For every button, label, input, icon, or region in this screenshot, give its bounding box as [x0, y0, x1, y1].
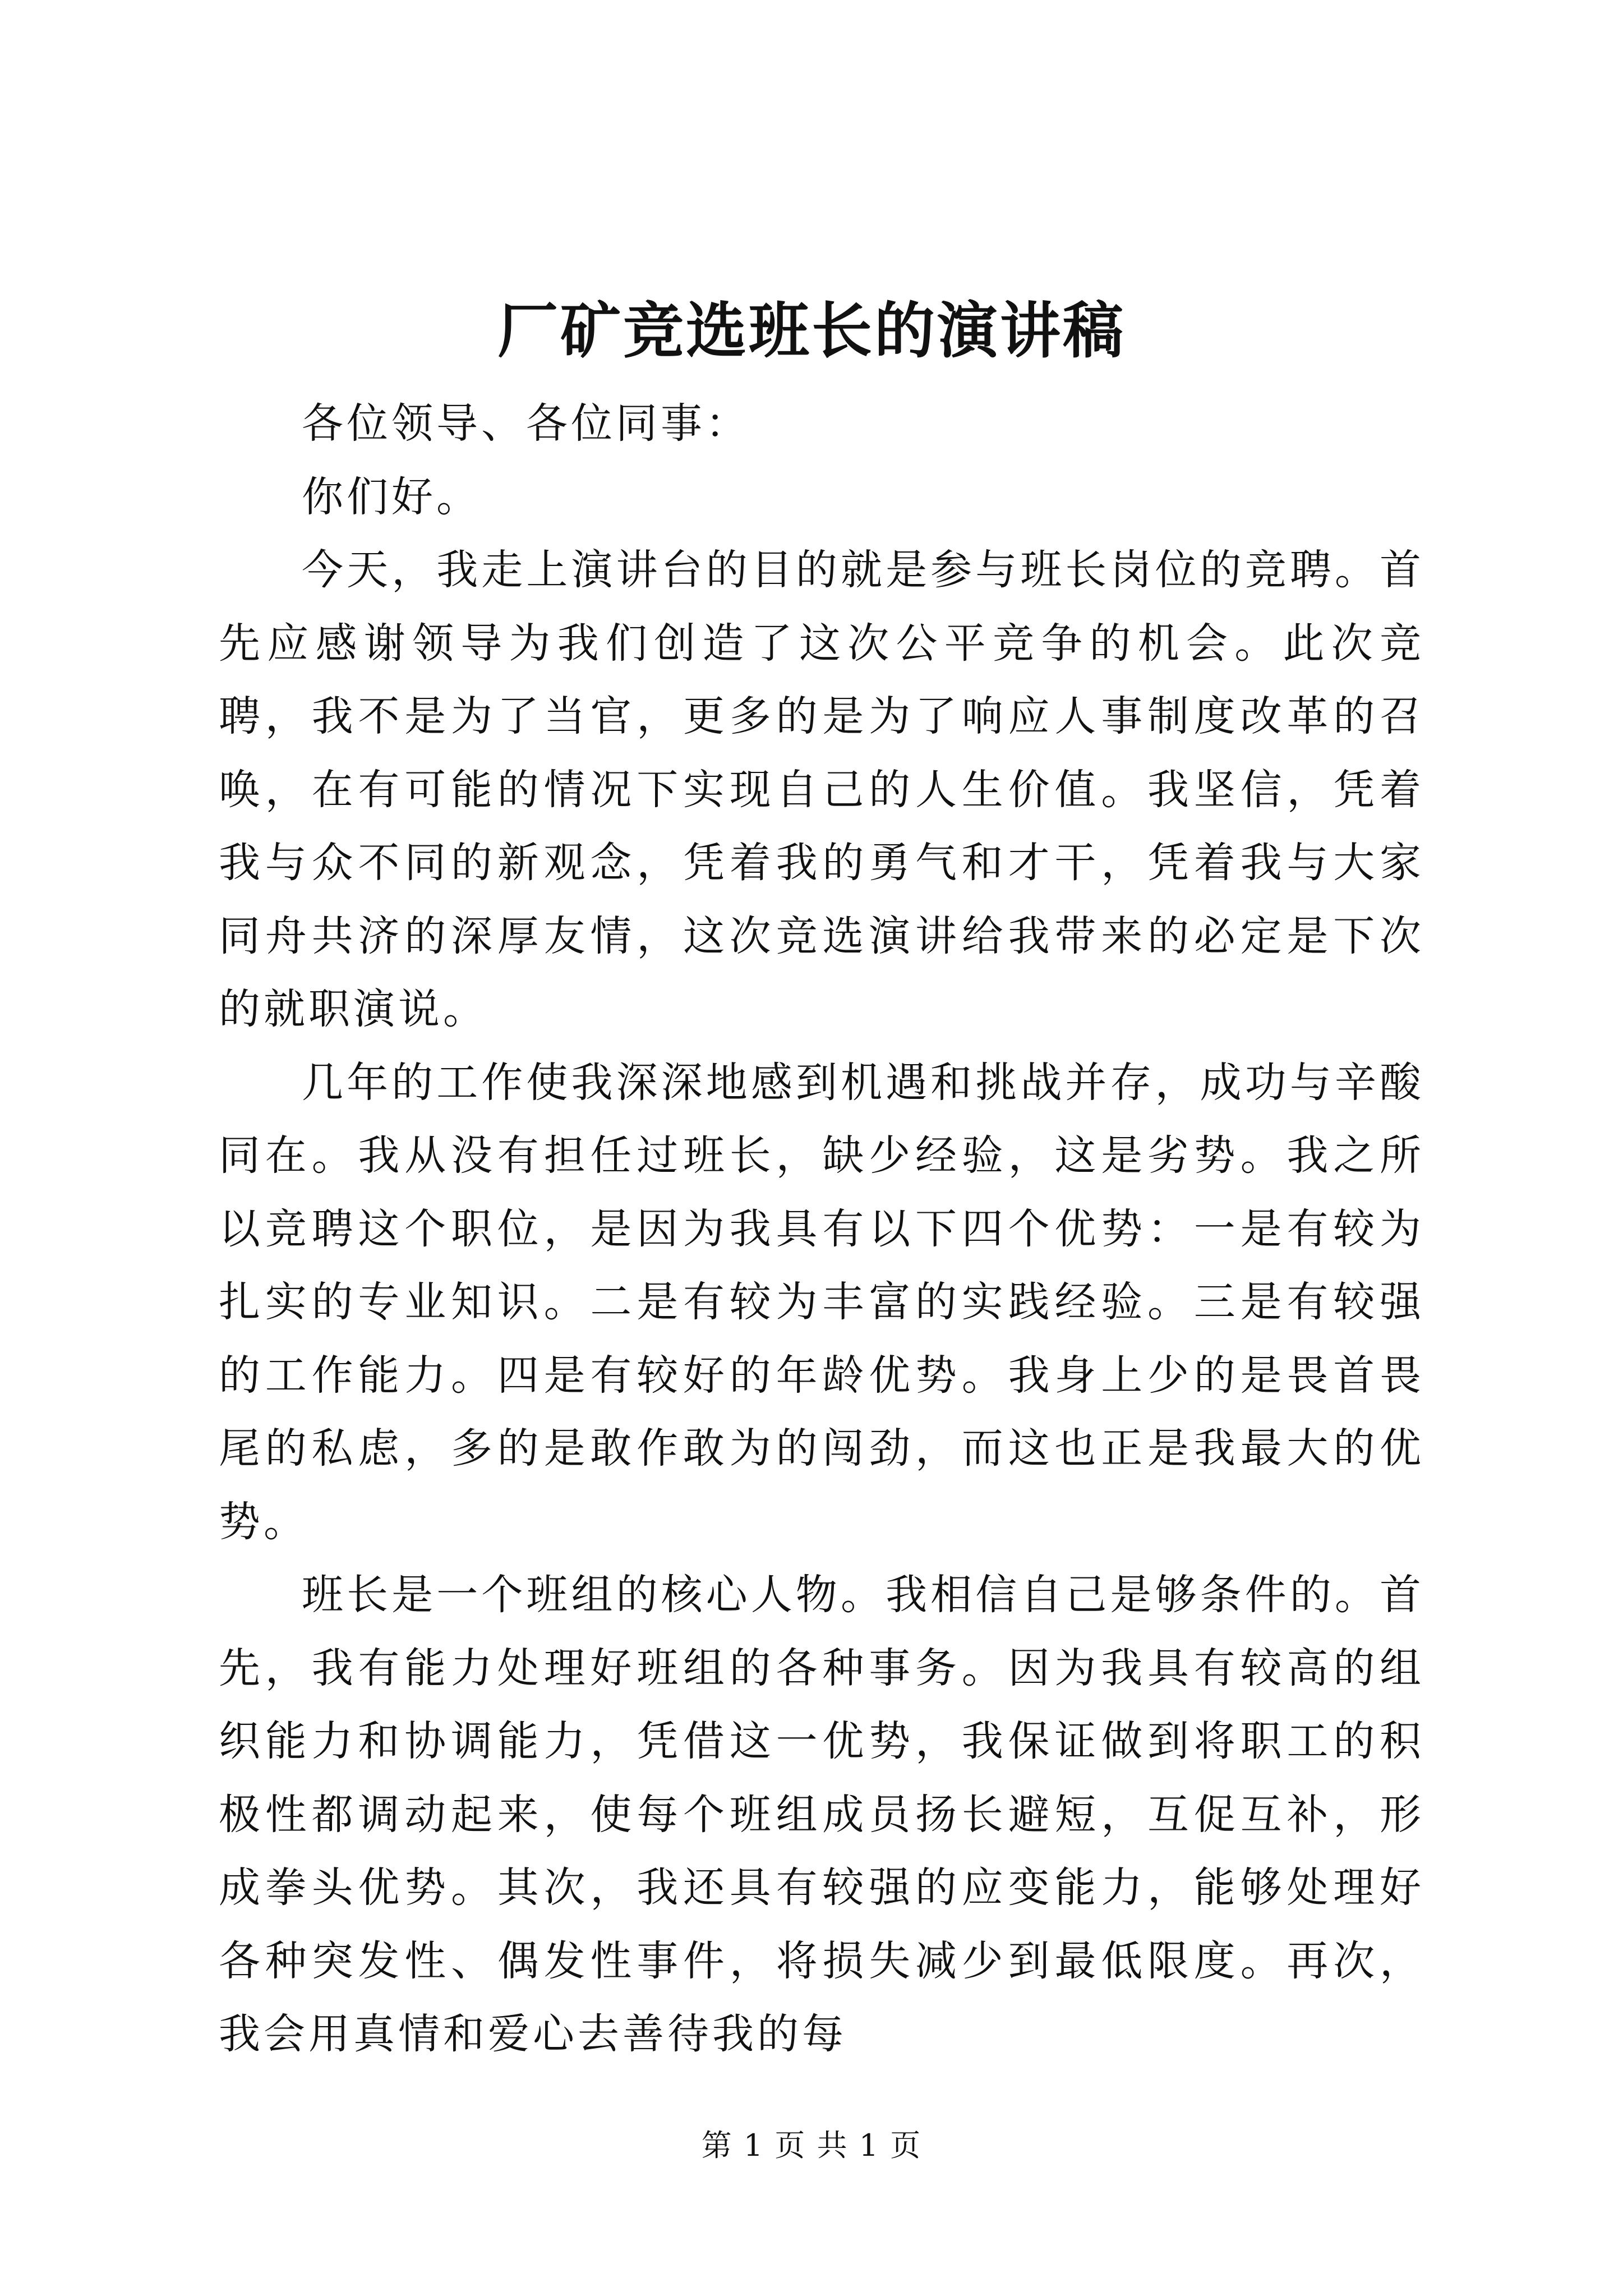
document-title: 厂矿竞选班长的演讲稿 [497, 296, 1126, 366]
paragraph-salutation: 各位领导、各位同事： [302, 399, 750, 448]
paragraph-advantages: 几年的工作使我深深地感到机遇和挑战并存，成功与辛酸同在。我从没有担任过班长，缺少经验，这是劣势。我之所以竞聘这个职位，是因为我具有以下四个优势：一是有较为扎实的专业知识。二是有较为丰富的实践经验。三是有较强的工作能力。四是有较好的年龄优势。我身上少的是畏首畏尾的私虑，多的是敢作敢为的闯劲，而这也正是我最大的优势。 [219, 1058, 1424, 1546]
paragraph-greeting: 你们好。 [302, 472, 481, 521]
paragraph-qualifications: 班长是一个班组的核心人物。我相信自己是够条件的。首先，我有能力处理好班组的各种事务。因为我具有较高的组织能力和协调能力，凭借这一优势，我保证做到将职工的积极性都调动起来，使每个班组成员扬长避短，互促互补，形成拳头优势。其次，我还具有较强的应变能力，能够处理好各种突发性、偶发性事件，将损失减少到最低限度。再次，我会用真情和爱心去善待我的每 [219, 1571, 1424, 2058]
paragraph-intro: 今天，我走上演讲台的目的就是参与班长岗位的竞聘。首先应感谢领导为我们创造了这次公平竞争的机会。此次竞聘，我不是为了当官，更多的是为了响应人事制度改革的召唤，在有可能的情况下实现自己的人生价值。我坚信，凭着我与众不同的新观念，凭着我的勇气和才干，凭着我与大家同舟共济的深厚友情，这次竞选演讲给我带来的必定是下次的就职演说。 [219, 546, 1424, 1033]
page-footer: 第 1 页 共 1 页 [701, 2128, 922, 2163]
document-body [219, 387, 1424, 2071]
